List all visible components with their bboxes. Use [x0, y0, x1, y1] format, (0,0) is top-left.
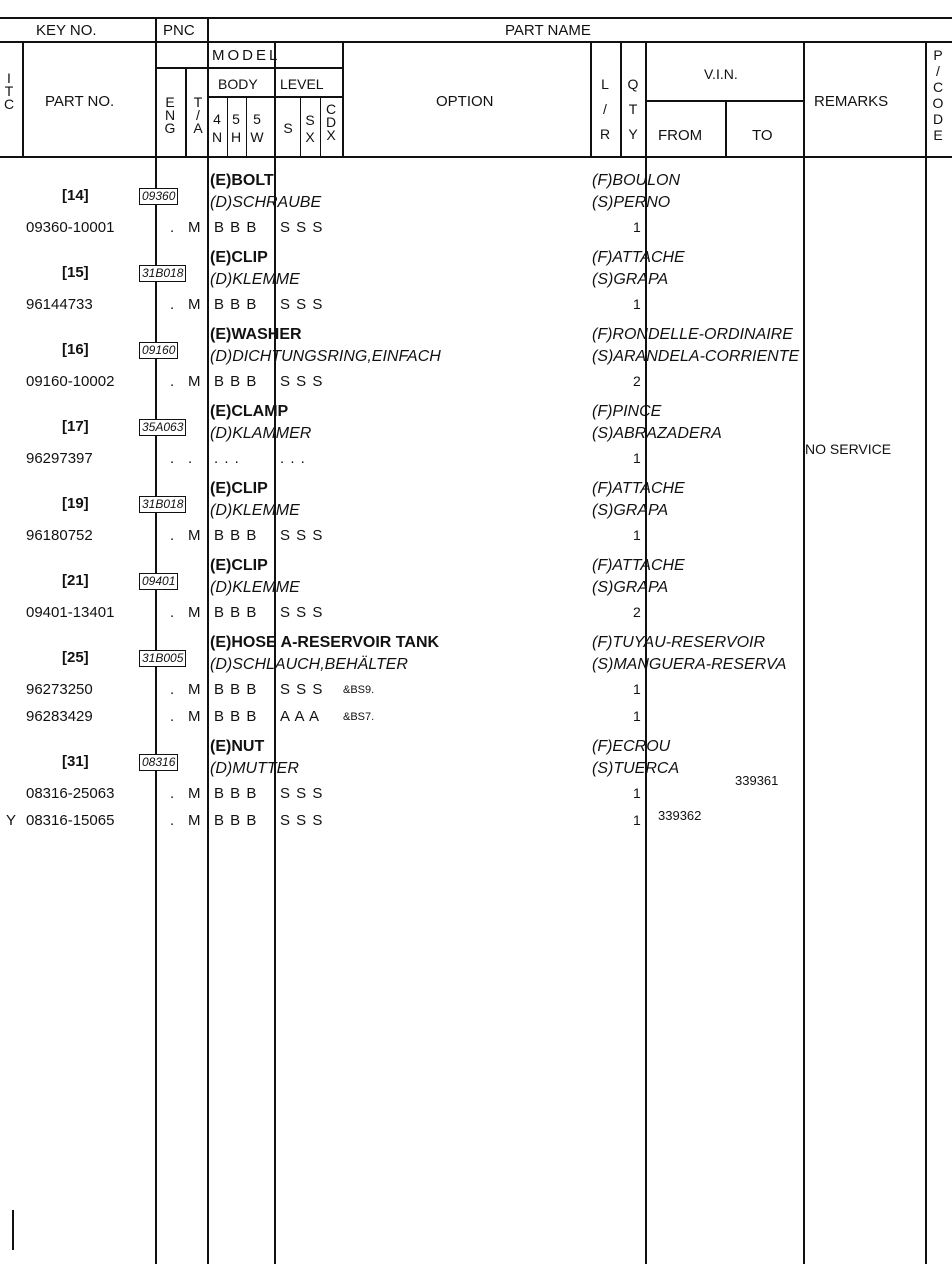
level-codes: S S S [280, 785, 324, 802]
col-line-pnc [207, 17, 209, 1264]
quantity: 1 [633, 785, 641, 801]
key-number: [15] [62, 264, 89, 281]
header-level-s: S [283, 120, 293, 136]
ta-code: M [188, 785, 201, 802]
body-codes: B B B [214, 681, 258, 698]
quantity: 2 [633, 373, 641, 389]
part-name-english: (E)CLIP [210, 249, 268, 266]
col-line-lr [620, 41, 622, 156]
part-name-spanish: (S)GRAPA [592, 502, 669, 519]
ta-code: M [188, 527, 201, 544]
ta-code: M [188, 708, 201, 725]
part-name-spanish: (S)TUERCA [592, 760, 680, 777]
vin-from: 339362 [658, 808, 702, 823]
col-line-qty [645, 41, 647, 1264]
quantity: 1 [633, 219, 641, 235]
part-name-french: (F)ATTACHE [592, 480, 685, 497]
header-bottom-rule [0, 156, 952, 158]
option-code: &BS9. [343, 684, 375, 696]
eng-code: . [170, 812, 175, 829]
part-name-french: (F)TUYAU-RESERVOIR [592, 634, 766, 651]
ta-code: M [188, 604, 201, 621]
part-number: 09160-10002 [26, 373, 115, 390]
header-ta: T / A [193, 94, 203, 136]
part-name-french: (F)BOULON [592, 172, 680, 189]
key-number: [21] [62, 572, 89, 589]
header-remarks: REMARKS [814, 93, 889, 110]
level-codes: S S S [280, 604, 324, 621]
part-name-spanish: (S)MANGUERA-RESERVA [592, 656, 787, 673]
part-name-spanish: (S)GRAPA [592, 579, 669, 596]
header-row1-rule [0, 41, 952, 43]
ta-code: M [188, 296, 201, 313]
quantity: 1 [633, 708, 641, 724]
part-name-english: (E)CLIP [210, 557, 268, 574]
part-name-english: (E)NUT [210, 738, 265, 755]
pnc-code: 35A063 [139, 419, 186, 436]
part-name-german: (D)KLEMME [210, 502, 300, 519]
part-number: 09401-13401 [26, 604, 115, 621]
level-codes: S S S [280, 219, 324, 236]
header-body: BODY [218, 76, 258, 92]
vin-to: 339361 [735, 773, 779, 788]
part-name-english: (E)CLAMP [210, 403, 289, 420]
part-number: 09360-10001 [26, 219, 115, 236]
eng-code: . [170, 296, 175, 313]
level-codes: A A A [280, 708, 321, 725]
col-line-itc [22, 41, 24, 156]
header-body-4n: 4 N [211, 111, 223, 145]
body-sub-1 [227, 97, 228, 156]
body-codes: B B B [214, 373, 258, 390]
part-name-english: (E)CLIP [210, 480, 268, 497]
key-number: [16] [62, 341, 89, 358]
header-top-rule [0, 17, 952, 19]
col-line-remarks [803, 41, 805, 1264]
body-codes: B B B [214, 527, 258, 544]
header-level-cdx: C D X [325, 101, 337, 143]
quantity: 2 [633, 604, 641, 620]
col-line-eng [185, 67, 187, 156]
pnc-code: 31B005 [139, 650, 186, 667]
part-name-german: (D)SCHLAUCH,BEHÄLTER [210, 656, 408, 673]
col-line-pcode [925, 41, 927, 1264]
eng-code: . [170, 681, 175, 698]
header-to: TO [752, 127, 773, 144]
header-lr: L / R [599, 76, 611, 142]
part-name-spanish: (S)ARANDELA-CORRIENTE [592, 348, 800, 365]
col-line-body [274, 41, 276, 1264]
level-codes: S S S [280, 812, 324, 829]
pnc-code: 09360 [139, 188, 178, 205]
part-name-german: (D)MUTTER [210, 760, 299, 777]
header-body-5w: 5 W [250, 111, 264, 145]
pnc-code: 08316 [139, 754, 178, 771]
part-name-german: (D)DICHTUNGSRING,EINFACH [210, 348, 441, 365]
body-codes: . . . [214, 450, 240, 467]
ta-code: M [188, 219, 201, 236]
level-sub-2 [320, 97, 321, 156]
level-codes: . . . [280, 450, 306, 467]
header-qty: Q T Y [627, 76, 639, 142]
eng-code: . [170, 604, 175, 621]
header-itc: I T C [3, 70, 15, 112]
key-number: [31] [62, 753, 89, 770]
level-codes: S S S [280, 527, 324, 544]
quantity: 1 [633, 812, 641, 828]
part-name-spanish: (S)ABRAZADERA [592, 425, 722, 442]
level-sub-1 [300, 97, 301, 156]
header-option: OPTION [436, 93, 494, 110]
ta-code: M [188, 373, 201, 390]
level-codes: S S S [280, 296, 324, 313]
body-sub-2 [246, 97, 247, 156]
key-number: [19] [62, 495, 89, 512]
col-line-option [590, 41, 592, 156]
header-model: MODEL [212, 47, 281, 64]
key-number: [14] [62, 187, 89, 204]
part-name-english: (E)WASHER [210, 326, 302, 343]
body-codes: B B B [214, 219, 258, 236]
remarks: NO SERVICE [805, 441, 892, 457]
part-number: 08316-25063 [26, 785, 115, 802]
ta-code: M [188, 812, 201, 829]
part-number: 96283429 [26, 708, 93, 725]
part-number: 96297397 [26, 450, 93, 467]
pnc-code: 09401 [139, 573, 178, 590]
eng-code: . [170, 219, 175, 236]
col-line-level [342, 41, 344, 156]
part-number: 96144733 [26, 296, 93, 313]
part-name-english: (E)BOLT [210, 172, 274, 189]
ta-code: M [188, 681, 201, 698]
part-name-french: (F)PINCE [592, 403, 662, 420]
body-codes: B B B [214, 296, 258, 313]
quantity: 1 [633, 681, 641, 697]
part-name-german: (D)KLEMME [210, 579, 300, 596]
quantity: 1 [633, 296, 641, 312]
pnc-code: 31B018 [139, 496, 186, 513]
header-from: FROM [658, 127, 703, 144]
header-part-no: PART NO. [45, 93, 115, 110]
part-name-german: (D)KLAMMER [210, 425, 312, 442]
part-name-french: (F)ECROU [592, 738, 671, 755]
header-pnc: PNC [163, 22, 195, 39]
part-number: 96180752 [26, 527, 93, 544]
part-name-spanish: (S)GRAPA [592, 271, 669, 288]
itc-flag: Y [6, 812, 17, 829]
header-vin: V.I.N. [704, 66, 738, 82]
header-part-name: PART NAME [505, 22, 591, 39]
pnc-code: 31B018 [139, 265, 186, 282]
part-name-french: (F)ATTACHE [592, 249, 685, 266]
key-number: [17] [62, 418, 89, 435]
part-number: 08316-15065 [26, 812, 115, 829]
part-name-french: (F)ATTACHE [592, 557, 685, 574]
header-body-5h: 5 H [230, 111, 242, 145]
body-codes: B B B [214, 785, 258, 802]
body-codes: B B B [214, 708, 258, 725]
eng-code: . [170, 708, 175, 725]
body-codes: B B B [214, 604, 258, 621]
part-name-english: (E)HOSE A-RESERVOIR TANK [210, 634, 440, 651]
header-key-no: KEY NO. [36, 22, 97, 39]
body-codes: B B B [214, 812, 258, 829]
key-number: [25] [62, 649, 89, 666]
model-rule [156, 67, 342, 69]
option-code: &BS7. [343, 711, 375, 723]
part-name-french: (F)RONDELLE-ORDINAIRE [592, 326, 793, 343]
quantity: 1 [633, 527, 641, 543]
eng-code: . [170, 527, 175, 544]
quantity: 1 [633, 450, 641, 466]
col-line-vin [725, 100, 727, 156]
part-name-german: (D)SCHRAUBE [210, 194, 322, 211]
eng-code: . [170, 785, 175, 802]
col-line-left-stub [12, 1210, 14, 1250]
part-name-spanish: (S)PERNO [592, 194, 671, 211]
header-eng: E N G [164, 94, 176, 136]
header-pcode: P / C O D E [932, 47, 944, 143]
header-level: LEVEL [280, 76, 324, 92]
eng-code: . [170, 450, 175, 467]
part-name-german: (D)KLEMME [210, 271, 300, 288]
pnc-code: 09160 [139, 342, 178, 359]
level-codes: S S S [280, 373, 324, 390]
eng-code: . [170, 373, 175, 390]
ta-code: . [188, 450, 193, 467]
header-level-sx: S X [305, 112, 315, 145]
part-number: 96273250 [26, 681, 93, 698]
level-codes: S S S [280, 681, 324, 698]
